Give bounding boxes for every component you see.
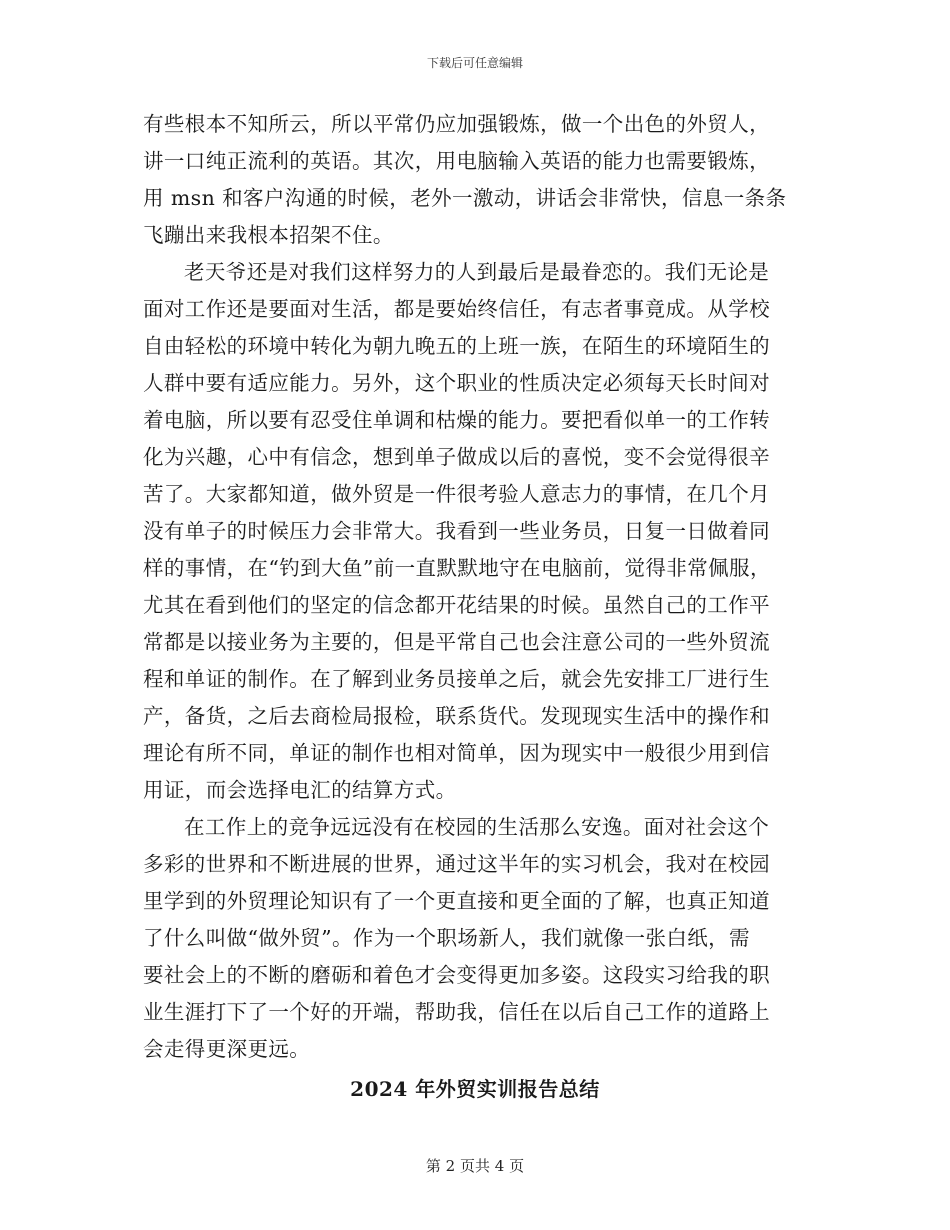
text-line: 要社会上的不断的磨砺和着色才会变得更加多姿。这段实习给我的职 <box>143 963 770 987</box>
paragraph-1 <box>143 106 803 254</box>
text-line: 面对工作还是要面对生活，都是要始终信任，有志者事竟成。从学校 <box>143 297 770 321</box>
text-line: 有些根本不知所云，所以平常仍应加强锻炼，做一个出色的外贸人， <box>143 112 770 136</box>
text-line: 样的事情，在“钓到大鱼”前一直默默地守在电脑前，觉得非常佩服， <box>143 556 771 580</box>
text-line: 用 msn 和客户沟通的时候，老外一激动，讲话会非常快，信息一条条 <box>143 186 787 210</box>
text-line: 讲一口纯正流利的英语。其次，用电脑输入英语的能力也需要锻炼， <box>143 149 770 173</box>
body-text <box>143 106 803 1068</box>
text-line: 在工作上的竞争远远没有在校园的生活那么安逸。面对社会这个 <box>184 815 770 839</box>
text-line: 会走得更深更远。 <box>143 1037 311 1061</box>
text-line: 产，备货，之后去商检局报检，联系货代。发现现实生活中的操作和 <box>143 704 770 728</box>
paragraph-3 <box>143 809 803 1068</box>
text-line: 老天爷还是对我们这样努力的人到最后是最眷恋的。我们无论是 <box>184 260 770 284</box>
text-line: 理论有所不同，单证的制作也相对简单，因为现实中一般很少用到信 <box>143 741 770 765</box>
text-line: 着电脑，所以要有忍受住单调和枯燥的能力。要把看似单一的工作转 <box>143 408 770 432</box>
text-line: 自由轻松的环境中转化为朝九晚五的上班一族，在陌生的环境陌生的 <box>143 334 770 358</box>
text-line: 苦了。大家都知道，做外贸是一件很考验人意志力的事情，在几个月 <box>143 482 770 506</box>
paragraph-2 <box>143 254 803 809</box>
text-line: 程和单证的制作。在了解到业务员接单之后，就会先安排工厂进行生 <box>143 667 770 691</box>
text-line: 常都是以接业务为主要的，但是平常自己也会注意公司的一些外贸流 <box>143 630 770 654</box>
text-line: 里学到的外贸理论知识有了一个更直接和更全面的了解，也真正知道 <box>143 889 770 913</box>
page-header-note: 下载后可任意编辑 <box>426 56 523 70</box>
text-line: 化为兴趣，心中有信念，想到单子做成以后的喜悦，变不会觉得很辛 <box>143 445 770 469</box>
text-line: 了什么叫做“做外贸”。作为一个职场新人，我们就像一张白纸，需 <box>143 926 750 950</box>
text-line: 尤其在看到他们的坚定的信念都开花结果的时候。虽然自己的工作平 <box>143 593 770 617</box>
text-line: 业生涯打下了一个好的开端，帮助我，信任在以后自己工作的道路上 <box>143 1000 770 1024</box>
text-line: 飞蹦出来我根本招架不住。 <box>143 223 394 247</box>
section-title: 2024 年外贸实训报告总结 <box>350 1077 600 1101</box>
text-line: 用证，而会选择电汇的结算方式。 <box>143 778 457 802</box>
text-line: 多彩的世界和不断进展的世界，通过这半年的实习机会，我对在校园 <box>143 852 770 876</box>
text-line: 人群中要有适应能力。另外，这个职业的性质决定必须每天长时间对 <box>143 371 770 395</box>
page-indicator: 第 2 页共 4 页 <box>425 1157 525 1175</box>
text-line: 没有单子的时候压力会非常大。我看到一些业务员，日复一日做着同 <box>143 519 770 543</box>
